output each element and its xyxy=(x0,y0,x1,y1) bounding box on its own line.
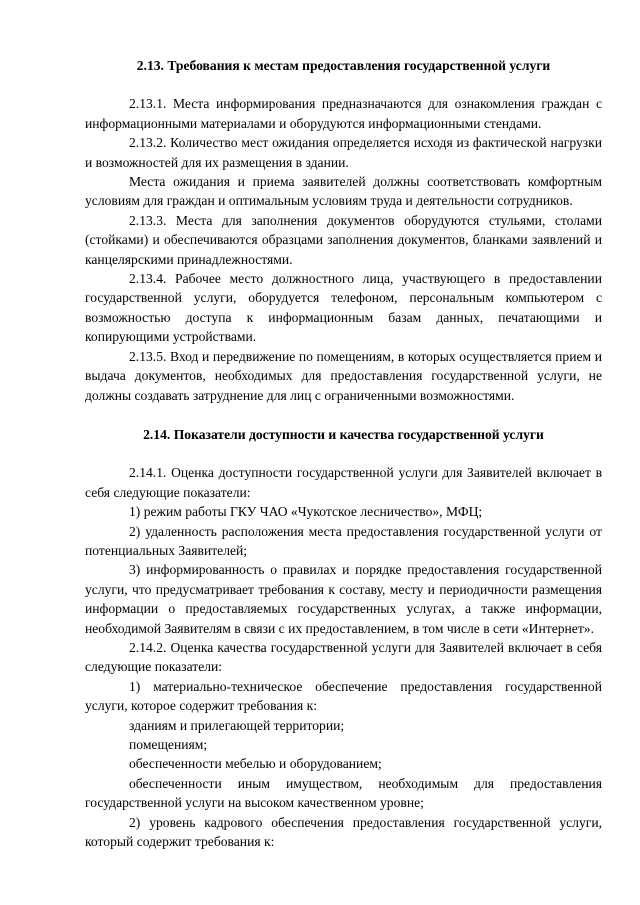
list-item-distance: 2) удаленность расположения места предоставления государственной услуги от потенциальных Заявителей; xyxy=(85,523,602,558)
list-item-awareness: 3) информированность о правилах и порядке предоставления государственной услуги, что предусматривает требования к составу, месту и периодичности размещения информации о предоставляемых государственных услугах, а также информации, необходимой Заявителям в связи с их предоставлением, в том числе в сети «Интернет». xyxy=(85,562,602,636)
paragraph-2-13-1: 2.13.1. Места информирования предназначаются для ознакомления граждан с информационными материалами и оборудуются информационными стендами. xyxy=(85,96,602,131)
list-item-furniture: обеспеченности мебелью и оборудованием; xyxy=(129,756,382,772)
list-item-premises: помещениям; xyxy=(129,737,208,752)
paragraph-2-14-2: 2.14.2. Оценка качества государственной услуги для Заявителей включает в себя следующие показатели: xyxy=(85,639,602,675)
paragraph-2-13-5: 2.13.5. Вход и передвижение по помещениям, в которых осуществляется прием и выдача документов, необходимых для предоставления государственной услуги, не должны создавать затруднение для лиц с ограниченными возможностями. xyxy=(85,348,602,403)
list-item-staffing: 2) уровень кадрового обеспечения предоставления государственной услуги, который содержит требования к: xyxy=(85,814,602,850)
document-page xyxy=(85,56,602,851)
list-item-material-support: 1) материально-техническое обеспечение предоставления государственной услуги, которое содержит требования к: xyxy=(85,678,602,714)
paragraph-2-14-1: 2.14.1. Оценка доступности государственной услуги для Заявителей включает в себя следующие показатели: xyxy=(85,465,602,500)
paragraph-waiting-places: Места ожидания и приема заявителей должны соответствовать комфортным условиям для граждан и оптимальным условиям труда и деятельности сотрудников. xyxy=(85,174,602,209)
list-item-work-schedule: 1) режим работы ГКУ ЧАО «Чукотское лесничество», МФЦ; xyxy=(129,504,483,520)
paragraph-2-13-2: 2.13.2. Количество мест ожидания определяется исходя из фактической нагрузки и возможностей для их размещения в здании. xyxy=(85,135,602,170)
list-item-other-property: обеспеченности иным имуществом, необходимым для предоставления государственной услуги на высоком качественном уровне; xyxy=(85,775,602,811)
paragraph-2-13-3: 2.13.3. Места для заполнения документов оборудуются стульями, столами (стойками) и обеспечиваются образцами заполнения документов, бланками заявлений и канцелярскими принадлежностями. xyxy=(85,212,602,267)
paragraph-2-13-4: 2.13.4. Рабочее место должностного лица, участвующего в предоставлении государственной услуги, оборудуется телефоном, персональным компьютером с возможностью доступа к информационным базам данных, печатающими и копирующими устройствами. xyxy=(85,271,602,345)
section-2-14-title: 2.14. Показатели доступности и качества государственной услуги xyxy=(143,426,544,442)
section-2-13-title: 2.13. Требования к местам предоставления государственной услуги xyxy=(136,58,551,73)
list-item-buildings: зданиям и прилегающей территории; xyxy=(129,717,345,733)
